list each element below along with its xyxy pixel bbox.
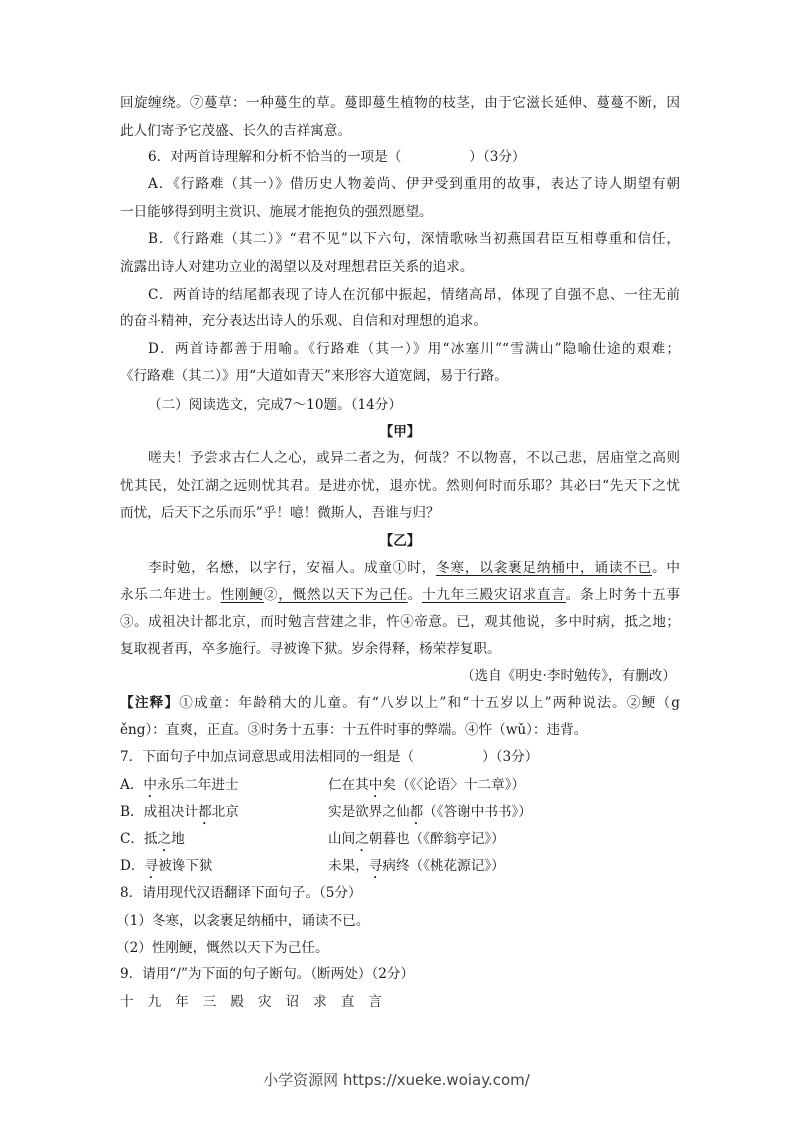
q8-sentence-2: （2）性刚鲠，慨然以天下为己任。 <box>116 940 329 956</box>
underlined-sentence: 冬寒，以衾裹足纳桶中，诵读不已 <box>436 560 653 576</box>
note-continuation: 此人们寄予它茂盛、长久的吉祥寓意。 <box>120 123 352 139</box>
text: 李时勉，名懋，以字行，安福人。成童①时， <box>148 560 437 576</box>
text: D． <box>120 858 145 874</box>
q7-option-b <box>120 802 680 822</box>
dotted-word: 中 <box>143 777 158 793</box>
dotted-word: 都 <box>409 804 424 820</box>
dotted-word: 都 <box>197 804 212 820</box>
passage-yi-text <box>120 585 680 605</box>
text: 仁在其 <box>328 777 369 793</box>
q7-option-d <box>120 856 680 876</box>
footer-watermark: 小学资源网 https://xueke.woiay.com/ <box>263 1071 530 1089</box>
passage-jia-text: 忧其民，处江湖之远则忧其君。是进亦忧，退亦忧。然则何时而乐耶？其必曰“先天下之忧 <box>120 478 680 494</box>
note-continuation: 回旋缠绕。⑦蔓草：一种蔓生的草。蔓即蔓生植物的枝茎，由于它滋长延伸、蔓蔓不断，因 <box>120 95 680 111</box>
text: C．抵 <box>120 831 158 847</box>
notes-text: ①成童：年龄稍大的儿童。有“八岁以上”和“十五岁以上”两种说法。②鲠（g <box>179 695 681 711</box>
section-2-heading: （二）阅读选文，完成7～10题。（14分） <box>148 397 402 413</box>
question-8-stem: 8．请用现代汉语翻译下面句子。（5分） <box>120 885 362 901</box>
q8-sentence-1: （1）冬寒，以衾裹足纳桶中，诵读不已。 <box>116 913 370 929</box>
passage-yi-text: 复取视者再，卒多施行。寻被谗下狱。岁余得释，杨荣荐复职。 <box>120 641 501 657</box>
passage-yi-text: ③。成祖决计都北京，而时勉言营建之非，忤④帝意。已，观其他说，多中时病，抵之地； <box>120 614 680 630</box>
passage-jia-title: 【甲】 <box>379 424 421 440</box>
text: 实是欲界之仙 <box>328 804 410 820</box>
q6-option-a: A．《行路难（其一）》借历史人物姜尚、伊尹受到重用的故事，表达了诗人期望有朝 <box>148 176 680 192</box>
text: 被谗下狱 <box>158 858 213 874</box>
q7-option-c <box>120 829 680 849</box>
text: （《答谢中书书》） <box>423 804 532 820</box>
question-6-stem: 6．对两首诗理解和分析不恰当的一项是（ ）（3分） <box>148 149 526 165</box>
passage-jia-text: 嗟夫！予尝求古仁人之心，或异二者之为，何哉？不以物喜，不以己悲，居庙堂之高则 <box>148 450 680 466</box>
q6-option-a-cont: 一日能够得到明主赏识、施展才能抱负的强烈愿望。 <box>120 204 433 220</box>
text: 山间 <box>328 831 356 847</box>
text: 地 <box>171 831 185 847</box>
passage-yi-text <box>148 558 680 578</box>
q6-option-c: C．两首诗的结尾都表现了诗人在沉郁中振起，情绪高昂，体现了自强不息、一往无前 <box>148 287 680 303</box>
text: 北京 <box>211 804 239 820</box>
text: 永乐二年进士 <box>157 777 239 793</box>
passage-jia-text: 而忧，后天下之乐而乐”乎！噫！微斯人，吾谁与归？ <box>120 505 440 521</box>
question-7-stem: 7．下面句子中加点词意思或用法相同的一组是（ ）（3分） <box>120 749 539 765</box>
dotted-word: 之 <box>157 831 172 847</box>
text: 。条上时务十五事 <box>565 587 681 603</box>
dotted-word: 之 <box>355 831 369 847</box>
passage-source: （选自《明史·李时勉传》，有删改） <box>460 668 676 684</box>
text: ② <box>263 587 279 603</box>
text: 矣（《〈论语〉十二章》） <box>382 777 526 793</box>
notes-cont: ěng）：直爽，正直。③时务十五事：十五件时事的弊端。④忤（wǔ）：违背。 <box>120 722 588 738</box>
underlined-sentence: ，慨然以天下为己任 <box>278 587 408 603</box>
question-9-stem: 9．请用“/”为下面的句子断句。（断两处）（2分） <box>120 966 415 982</box>
passage-yi-title: 【乙】 <box>379 533 421 549</box>
underlined-sentence: 十九年三殿灾诏求直言 <box>422 587 566 603</box>
text: 永乐二年进士。 <box>120 587 221 603</box>
underlined-sentence: 性刚鲠 <box>220 587 264 603</box>
q6-option-d-cont: 《行路难（其二）》用“大道如青天”来形容大道宽阔，易于行路。 <box>120 368 508 384</box>
q6-option-c-cont: 的奋斗精神，充分表达出诗人的乐观、自信和对理想的追求。 <box>120 313 488 329</box>
text: 未果， <box>328 858 369 874</box>
text: 病终（《桃花源记》） <box>382 858 505 874</box>
q9-sentence: 十九年三殿灾诏求直言 <box>120 994 396 1010</box>
q7-option-a <box>120 775 680 795</box>
dotted-word: 寻 <box>144 858 159 874</box>
text: A． <box>120 777 144 793</box>
text: 。 <box>407 587 422 603</box>
q6-option-b-cont: 流露出诗人对建功立业的渴望以及对理想君臣关系的追求。 <box>120 259 474 275</box>
dotted-word: 中 <box>368 777 383 793</box>
text: B．成祖决计 <box>120 804 198 820</box>
dotted-word: 寻 <box>368 858 383 874</box>
q6-option-b: B．《行路难（其二）》“君不见”以下六句，深情歌咏当初燕国君臣互相尊重和信任， <box>148 231 680 247</box>
q6-option-d: D．两首诗都善于用喻。《行路难（其一）》用“冰塞川”“雪满山”隐喻仕途的艰难； <box>148 341 680 357</box>
text: 朝暮也（《醉翁亭记》） <box>368 831 505 847</box>
text: 。中 <box>652 560 681 576</box>
notes-label: 【注释】 <box>120 695 180 711</box>
notes <box>120 693 680 713</box>
